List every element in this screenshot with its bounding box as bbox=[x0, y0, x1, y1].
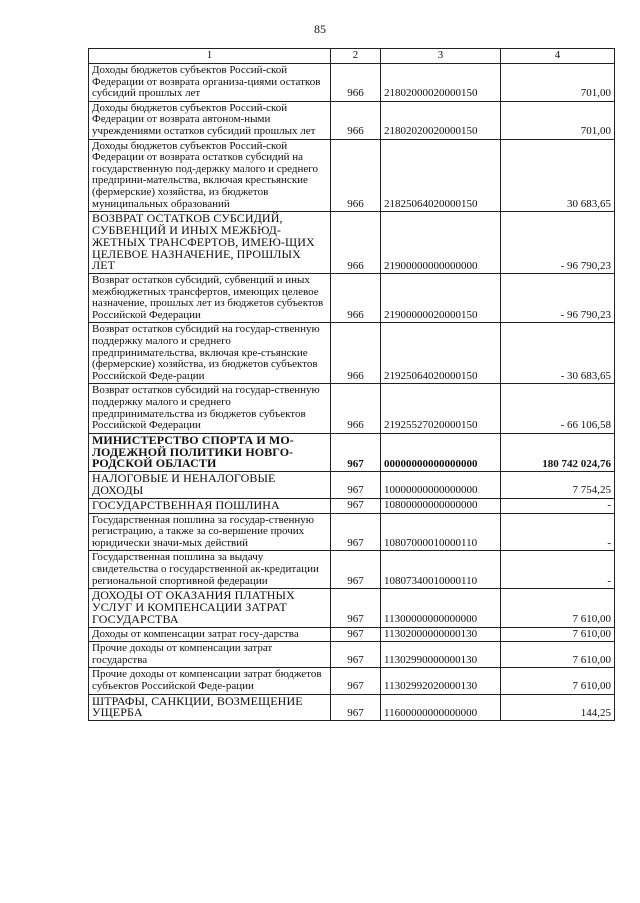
row-amount: - 96 790,23 bbox=[501, 274, 615, 323]
table-body bbox=[89, 64, 615, 721]
row-budget-code: 11302992020000130 bbox=[381, 668, 501, 694]
row-budget-code: 21900000000000000 bbox=[381, 212, 501, 274]
row-description: Возврат остатков субсидий на государ-ственную поддержку малого и среднего предпринимательства из бюджетов субъектов Российской Федерации bbox=[89, 384, 331, 433]
row-amount: 701,00 bbox=[501, 64, 615, 102]
page-number: 85 bbox=[314, 22, 326, 36]
row-description: Государственная пошлина за государ-ственную регистрацию, а также за со-вершение прочих юридически значи-мых действий bbox=[89, 513, 331, 551]
row-admin-code: 967 bbox=[331, 513, 381, 551]
table-row bbox=[89, 589, 615, 627]
row-description: НАЛОГОВЫЕ И НЕНАЛОГОВЫЕ ДОХОДЫ bbox=[89, 472, 331, 499]
row-budget-code: 00000000000000000 bbox=[381, 433, 501, 471]
row-admin-code: 966 bbox=[331, 212, 381, 274]
table-row bbox=[89, 384, 615, 433]
row-description: Прочие доходы от компенсации затрат бюджетов субъектов Российской Феде-рации bbox=[89, 668, 331, 694]
row-amount: 701,00 bbox=[501, 101, 615, 139]
table-row bbox=[89, 433, 615, 471]
row-budget-code: 21825064020000150 bbox=[381, 139, 501, 212]
row-budget-code: 11302990000000130 bbox=[381, 642, 501, 668]
row-budget-code: 21802020020000150 bbox=[381, 101, 501, 139]
row-budget-code: 21900000020000150 bbox=[381, 274, 501, 323]
row-amount: 180 742 024,76 bbox=[501, 433, 615, 471]
row-budget-code: 10807340010000110 bbox=[381, 551, 501, 589]
table-header-row bbox=[89, 49, 615, 64]
row-description: Доходы бюджетов субъектов Россий-ской Федерации от возврата организа-циями остатков субсидий прошлых лет bbox=[89, 64, 331, 102]
row-admin-code: 966 bbox=[331, 274, 381, 323]
table-row bbox=[89, 212, 615, 274]
row-amount: 7 754,25 bbox=[501, 472, 615, 499]
table-row bbox=[89, 694, 615, 721]
table-row bbox=[89, 64, 615, 102]
row-description: Прочие доходы от компенсации затрат государства bbox=[89, 642, 331, 668]
row-admin-code: 966 bbox=[331, 64, 381, 102]
row-budget-code: 21802000020000150 bbox=[381, 64, 501, 102]
row-amount: - 66 106,58 bbox=[501, 384, 615, 433]
row-amount: - 96 790,23 bbox=[501, 212, 615, 274]
table-row bbox=[89, 323, 615, 384]
row-description: ГОСУДАРСТВЕННАЯ ПОШЛИНА bbox=[89, 498, 331, 513]
row-budget-code: 11300000000000000 bbox=[381, 589, 501, 627]
row-amount: - bbox=[501, 513, 615, 551]
table-row bbox=[89, 472, 615, 499]
revenue-table bbox=[88, 48, 615, 721]
row-amount: 7 610,00 bbox=[501, 627, 615, 642]
table-row bbox=[89, 274, 615, 323]
row-amount: - 30 683,65 bbox=[501, 323, 615, 384]
row-admin-code: 967 bbox=[331, 642, 381, 668]
table-row bbox=[89, 627, 615, 642]
row-description: Возврат остатков субсидий, субвенций и иных межбюджетных трансфертов, имеющих целевое назначение, прошлых лет из бюджетов субъектов Российской Федерации bbox=[89, 274, 331, 323]
table-row bbox=[89, 498, 615, 513]
row-amount: - bbox=[501, 498, 615, 513]
row-admin-code: 967 bbox=[331, 694, 381, 721]
row-admin-code: 966 bbox=[331, 139, 381, 212]
row-budget-code: 10800000000000000 bbox=[381, 498, 501, 513]
column-header: 2 bbox=[331, 49, 381, 64]
column-header: 3 bbox=[381, 49, 501, 64]
row-admin-code: 966 bbox=[331, 323, 381, 384]
row-budget-code: 21925527020000150 bbox=[381, 384, 501, 433]
row-budget-code: 11600000000000000 bbox=[381, 694, 501, 721]
table-row bbox=[89, 668, 615, 694]
row-amount: 144,25 bbox=[501, 694, 615, 721]
row-admin-code: 967 bbox=[331, 551, 381, 589]
row-admin-code: 967 bbox=[331, 668, 381, 694]
table-row bbox=[89, 551, 615, 589]
row-description: МИНИСТЕРСТВО СПОРТА И МО-ЛОДЕЖНОЙ ПОЛИТИКИ НОВГО-РОДСКОЙ ОБЛАСТИ bbox=[89, 433, 331, 471]
row-budget-code: 11302000000000130 bbox=[381, 627, 501, 642]
column-header: 1 bbox=[89, 49, 331, 64]
row-admin-code: 967 bbox=[331, 472, 381, 499]
row-admin-code: 967 bbox=[331, 498, 381, 513]
row-admin-code: 967 bbox=[331, 589, 381, 627]
row-description: ДОХОДЫ ОТ ОКАЗАНИЯ ПЛАТНЫХ УСЛУГ И КОМПЕНСАЦИИ ЗАТРАТ ГОСУДАРСТВА bbox=[89, 589, 331, 627]
row-amount: 7 610,00 bbox=[501, 589, 615, 627]
row-amount: - bbox=[501, 551, 615, 589]
row-budget-code: 10000000000000000 bbox=[381, 472, 501, 499]
row-description: Доходы бюджетов субъектов Россий-ской Федерации от возврата остатков субсидий на государственную под-держку малого и среднего предприни-мательства, включая крестьянские (фермерские) хозяйства, из бюджетов муниципальных образований bbox=[89, 139, 331, 212]
row-budget-code: 10807000010000110 bbox=[381, 513, 501, 551]
row-budget-code: 21925064020000150 bbox=[381, 323, 501, 384]
row-description: Доходы от компенсации затрат госу-дарства bbox=[89, 627, 331, 642]
row-description: Возврат остатков субсидий на государ-ственную поддержку малого и среднего предпринимательства, включая кре-стьянские (фермерские) хозяйства, из бюджетов субъектов Российской Феде-рации bbox=[89, 323, 331, 384]
row-admin-code: 967 bbox=[331, 433, 381, 471]
row-description: Государственная пошлина за выдачу свидетельства о государственной ак-кредитации региональной спортивной федерации bbox=[89, 551, 331, 589]
row-admin-code: 966 bbox=[331, 101, 381, 139]
column-header: 4 bbox=[501, 49, 615, 64]
row-description: Доходы бюджетов субъектов Россий-ской Федерации от возврата автоном-ными учреждениями остатков субсидий прошлых лет bbox=[89, 101, 331, 139]
table-row bbox=[89, 139, 615, 212]
row-description: ШТРАФЫ, САНКЦИИ, ВОЗМЕЩЕНИЕ УЩЕРБА bbox=[89, 694, 331, 721]
row-admin-code: 966 bbox=[331, 384, 381, 433]
table-row bbox=[89, 642, 615, 668]
table-row bbox=[89, 101, 615, 139]
row-amount: 7 610,00 bbox=[501, 668, 615, 694]
row-admin-code: 967 bbox=[331, 627, 381, 642]
row-description: ВОЗВРАТ ОСТАТКОВ СУБСИДИЙ, СУБВЕНЦИЙ И ИНЫХ МЕЖБЮД-ЖЕТНЫХ ТРАНСФЕРТОВ, ИМЕЮ-ЩИХ ЦЕЛЕВОЕ НАЗНАЧЕНИЕ, ПРОШЛЫХ ЛЕТ bbox=[89, 212, 331, 274]
table-row bbox=[89, 513, 615, 551]
row-amount: 30 683,65 bbox=[501, 139, 615, 212]
row-amount: 7 610,00 bbox=[501, 642, 615, 668]
